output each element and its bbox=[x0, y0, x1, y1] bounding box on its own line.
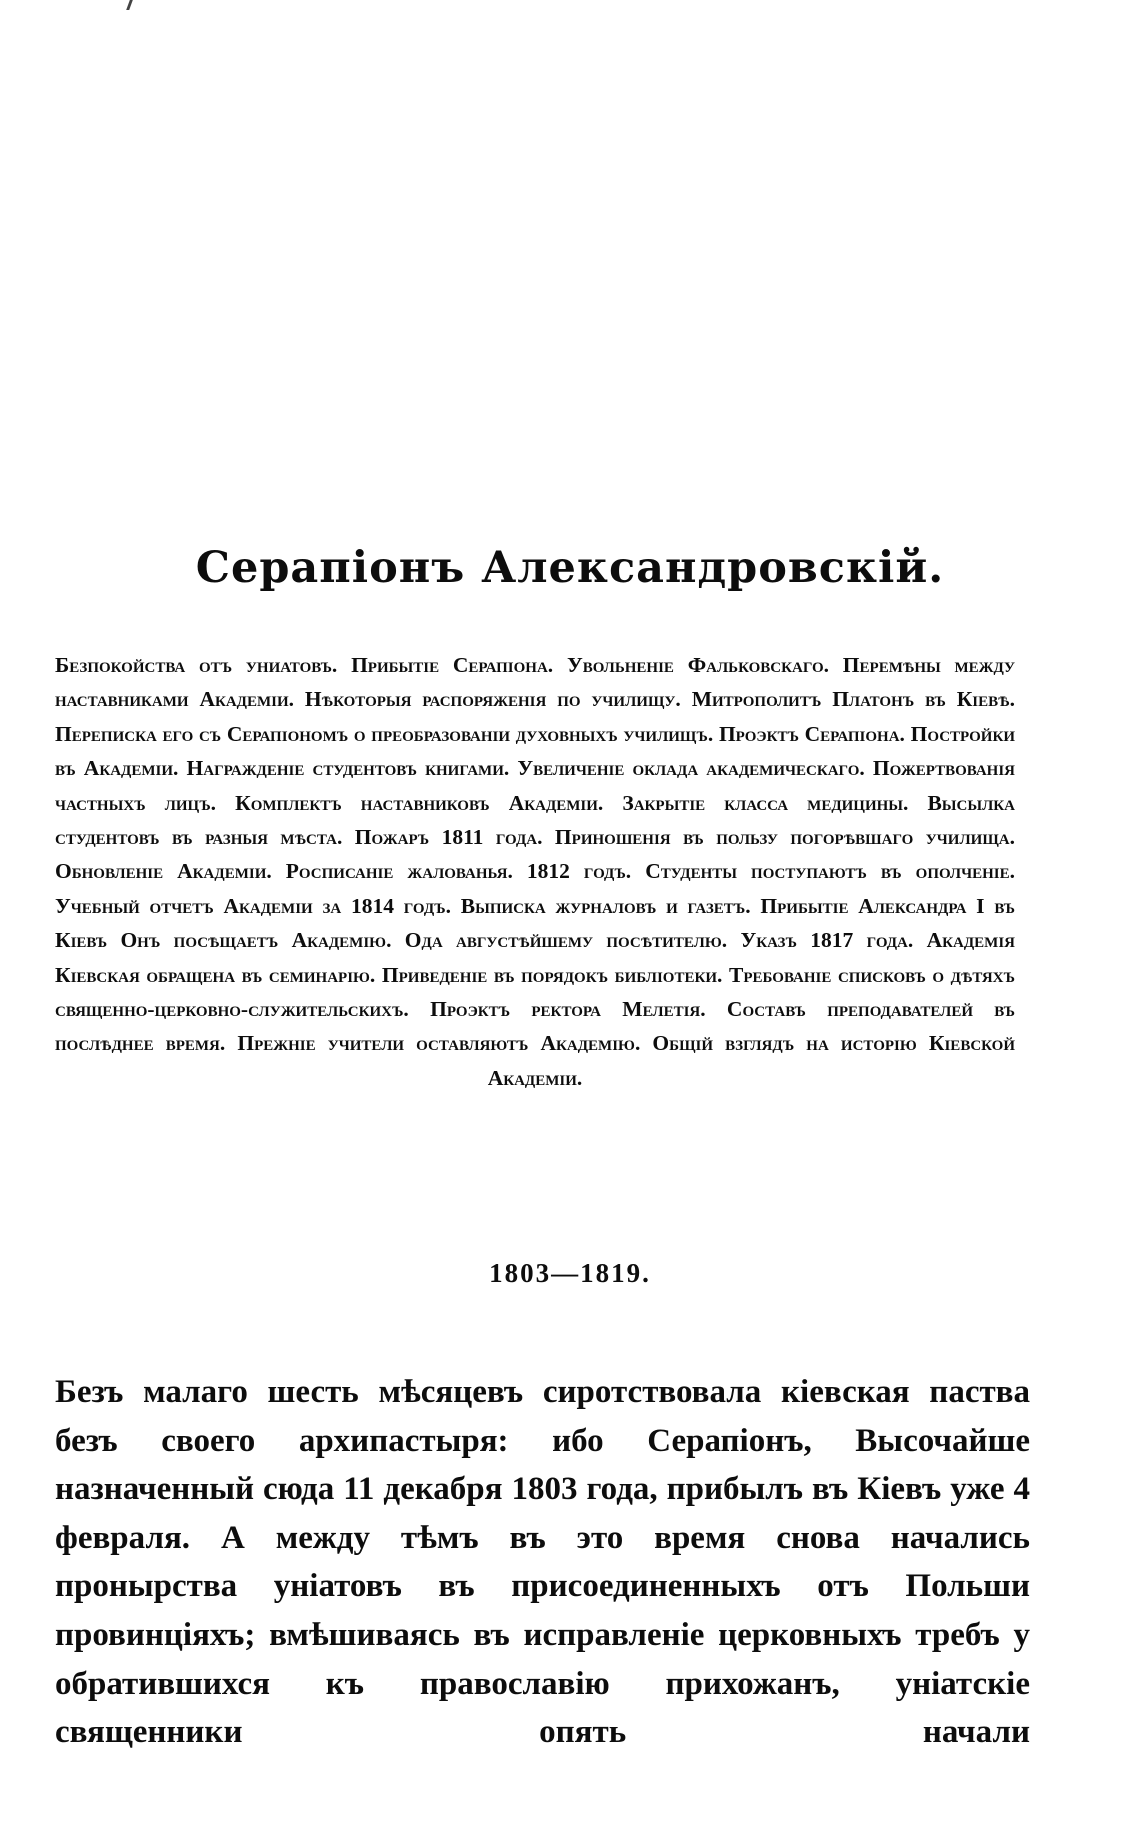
body-paragraph: Безъ малаго шесть мѣсяцевъ сиротствовала кіевская паства безъ своего архипастыря: ибо Серапіонъ, Высочайше назначенный сюда 11 декабря 1803 года, прибылъ въ Кіевъ уже 4 февраля. А между тѣмъ въ это время снова начались пронырства уніатовъ въ присоединенныхъ отъ Польши провинціяхъ; вмѣшиваясь въ исправленіе церковныхъ требъ у обратившихся къ православію прихожанъ, уніатскіе священники опять начали bbox=[55, 1374, 1030, 1751]
chapter-summary: Безпокойства отъ униатовъ. Прибытіе Серапіона. Увольненіе Фальковскаго. Перемѣны между наставниками Академіи. Нѣкоторыя распоряженія по училищу. Митрополитъ Платонъ въ Кіевѣ. Переписка его съ Серапіономъ о преобразованіи духовныхъ училищъ. Проэктъ Серапіона. Постройки въ Академіи. Награжденіе студентовъ книгами. Увеличеніе оклада академическаго. Пожертвованія частныхъ лицъ. Комплектъ наставниковъ Академіи. Закрытіе класса медицины. Высылка студентовъ въ разныя мѣста. Пожаръ 1811 года. Приношенія въ пользу погорѣвшаго училища. Обновленіе Академіи. Росписаніе жалованья. 1812 годъ. Студенты поступаютъ въ ополченіе. Учебный отчетъ Академіи за 1814 годъ. Выписка журналовъ и газетъ. Прибытіе Александра I въ Кіевъ Онъ посѣщаетъ Академію. Ода августѣйшему посѣтителю. Указъ 1817 года. Академія Кіевская обращена въ семинарію. Приведеніе въ порядокъ библіотеки. Требованіе списковъ о дѣтяхъ священно-церковно-служительскихъ. Проэктъ ректора Мелетія. Составъ преподавателей въ послѣднее время. Прежніе учители оставляютъ Академію. Общій взглядъ на исторію Кіевской Академіи. bbox=[55, 653, 1015, 1090]
chapter-title: Серапіонъ Александровскій. bbox=[195, 543, 945, 593]
chapter-years: 1803—1819. bbox=[489, 1258, 651, 1288]
scan-mark bbox=[126, 0, 133, 10]
